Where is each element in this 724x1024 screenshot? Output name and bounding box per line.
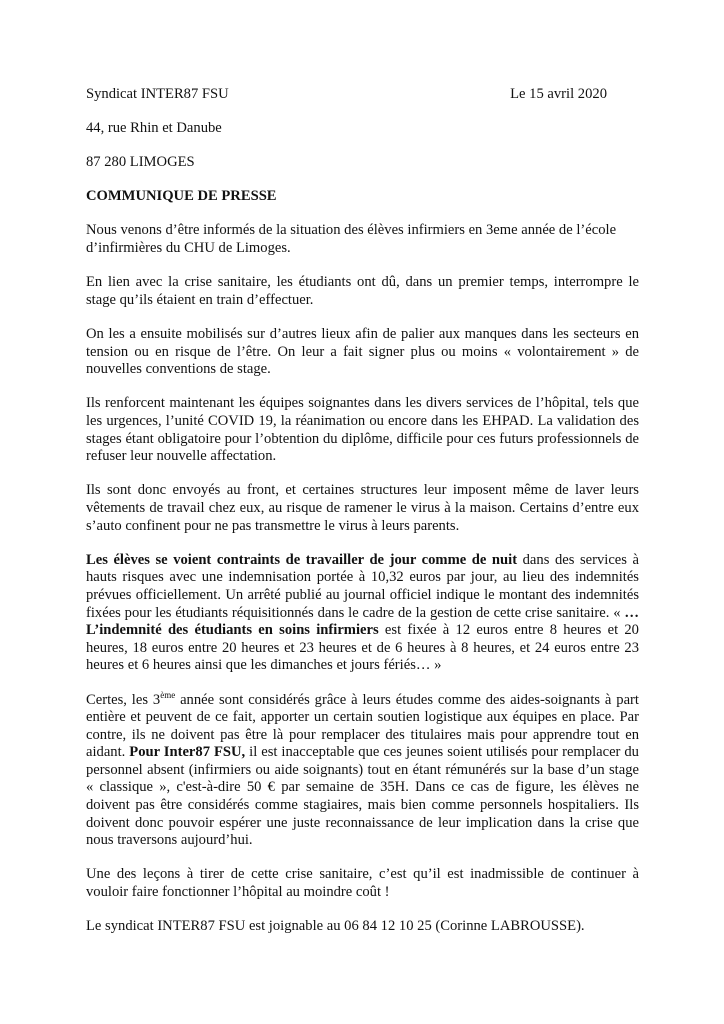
paragraph-front: Ils sont donc envoyés au front, et certaines structures leur imposent même de laver leurs vêtements de travail chez eux, au risque de ramener le virus à la maison. Certains d’entre eux s’auto confinent pour ne pas transmettre le virus à leurs parents. [86, 482, 639, 534]
address-line-2-row [86, 154, 639, 172]
paragraph-reinforcement: Ils renforcent maintenant les équipes soignantes dans les divers services de l’hôpital, tels que les urgences, l’unité COVID 19, la réanimation ou encore dans les EHPAD. La validation des stages étant obligatoire pour l’obtention du diplôme, difficile pour ces futurs professionnels de refuser leur nouvelle affectation. [86, 395, 639, 465]
emphasis-union: Pour Inter87 FSU, [129, 744, 246, 761]
paragraph-position-text-1: Certes, les 3 [86, 691, 161, 708]
paragraph-indemnity [86, 552, 639, 675]
paragraph-contact: Le syndicat INTER87 FSU est joignable au 06 84 12 10 25 (Corinne LABROUSSE). [86, 918, 585, 935]
letter-header [86, 86, 639, 104]
press-release-page [86, 86, 639, 952]
address-line-1: 44, rue Rhin et Danube [86, 120, 222, 137]
paragraph-position-text-3: il est inacceptable que ces jeunes soient utilisés pour remplacer du personnel absent (infirmiers ou aide soignants) tout en étant rémunérés sur la base d’un stage « classique », c'est-à-dire 50 € par semaine de 35H. Dans ce cas de figure, les élèves ne doivent pas être considérés comme stagiaires, mais bien comme personnels hospitaliers. Ils doivent donc pouvoir espérer une juste reconnaissance de leur implication dans la crise que nous traversons aujourd’hui. [86, 744, 639, 849]
paragraph-position-text-2: année sont considérés grâce à leurs études comme des aides-soignants à part entière et peuvent de ce fait, apporter un certain soutien logistique aux équipes en place. Par contre, ils ne doivent pas être là pour remplacer des titulaires mais pour apprendre tout en aidant. [86, 691, 639, 761]
address-line-1-row [86, 120, 639, 138]
address-line-2: 87 280 LIMOGES [86, 154, 195, 171]
paragraph-mobilisation: On les a ensuite mobilisés sur d’autres lieux afin de palier aux manques dans les secteurs en tension ou en risque de l’être. On leur a fait signer plus ou moins « volontairement » de nouvelles conventions de stage. [86, 326, 639, 378]
letter-date: Le 15 avril 2020 [510, 86, 607, 102]
paragraph-intro: Nous venons d’être informés de la situation des élèves infirmiers en 3eme année de l’école d’infirmières du CHU de Limoges. [86, 222, 617, 257]
sender-name: Syndicat INTER87 FSU [86, 86, 229, 102]
paragraph-indemnity-text-1: dans des services à hauts risques avec une indemnisation portée à 10,32 euros par jour, au lieu des indemnités prévues officiellement. Un arrêté publié au journal officiel indique le montant des indemnités fixées pour les étudiants réquisitionnés dans le cadre de la gestion de cette crise sanitaire. « [86, 551, 640, 621]
emphasis-indemnity-quote: …L’indemnité des étudiants en soins infirmiers [86, 604, 639, 639]
ordinal-superscript: ème [160, 689, 176, 700]
paragraph-interruption: En lien avec la crise sanitaire, les étudiants ont dû, dans un premier temps, interrompre le stage qu’ils étaient en train d’effectuer. [86, 274, 639, 308]
paragraph-position [86, 689, 639, 850]
paragraph-indemnity-text-2: est fixée à 12 euros entre 8 heures et 20 heures, 18 euros entre 20 heures et 23 heures et de 6 heures à 8 heures, et 24 euros entre 23 heures et 6 heures ainsi que les dimanches et jours fériés… » [86, 622, 639, 674]
emphasis-constraints: Les élèves se voient contraints de travailler de jour comme de nuit [86, 551, 518, 568]
paragraph-lesson: Une des leçons à tirer de cette crise sanitaire, c’est qu’il est inadmissible de continuer à vouloir faire fonctionner l’hôpital au moindre coût ! [86, 866, 639, 901]
document-title: COMMUNIQUE DE PRESSE [86, 188, 277, 205]
